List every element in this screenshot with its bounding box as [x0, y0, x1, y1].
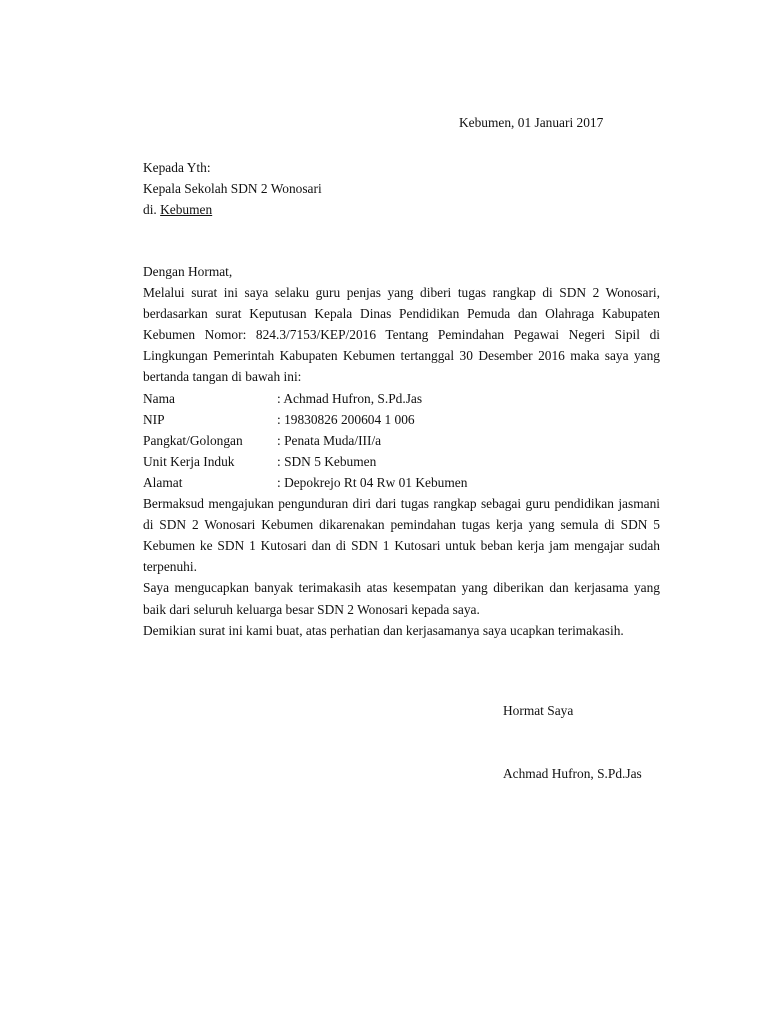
identity-value: : 19830826 200604 1 006 — [277, 411, 415, 427]
identity-row — [143, 430, 660, 451]
closing-paragraph: Demikian surat ini kami buat, atas perhatian dan kerjasamanya saya ucapkan terimakasih. — [143, 622, 624, 638]
identity-row — [143, 451, 660, 472]
recipient-location-place: Kebumen — [160, 202, 213, 217]
recipient-location — [143, 199, 322, 220]
thanks-paragraph: Saya mengucapkan banyak terimakasih atas kesempatan yang diberikan dan kerjasama yang baik dari seluruh keluarga besar SDN 2 Wonosari kepada saya. — [143, 580, 660, 617]
closing-salutation: Hormat Saya — [503, 703, 574, 718]
recipient-block — [143, 157, 322, 220]
recipient-salutation: Kepada Yth: — [143, 160, 211, 175]
identity-label: Pangkat/Golongan — [143, 432, 243, 448]
signer-name: Achmad Hufron, S.Pd.Jas — [503, 766, 642, 781]
identity-row — [143, 472, 660, 493]
greeting: Dengan Hormat, — [143, 264, 233, 279]
recipient-name: Kepala Sekolah SDN 2 Wonosari — [143, 181, 322, 196]
identity-label: Nama — [143, 390, 175, 406]
letter-body — [143, 261, 660, 641]
identity-value: : SDN 5 Kebumen — [277, 453, 377, 469]
letter-date: Kebumen, 01 Januari 2017 — [459, 115, 604, 130]
recipient-location-prefix: di. — [143, 202, 157, 217]
identity-label: Alamat — [143, 474, 183, 490]
identity-row — [143, 388, 660, 409]
identity-label: Unit Kerja Induk — [143, 453, 235, 469]
identity-value: : Depokrejo Rt 04 Rw 01 Kebumen — [277, 474, 468, 490]
identity-table — [143, 388, 660, 493]
intro-paragraph: Melalui surat ini saya selaku guru penjas yang diberi tugas rangkap di SDN 2 Wonosari, berdasarkan surat Keputusan Kepala Dinas Pendidikan Pemuda dan Olahraga Kabupaten Kebumen Nomor: 824.3/7153/KEP/2016 Tentang Pemindahan Pegawai Negeri Sipil di Lingkungan Pemerintah Kabupaten Kebumen tertanggal 30 Desember 2016 maka saya yang bertanda tangan di bawah ini: — [143, 285, 660, 385]
identity-label: NIP — [143, 411, 165, 427]
identity-value: : Achmad Hufron, S.Pd.Jas — [277, 390, 423, 406]
identity-value: : Penata Muda/III/a — [277, 432, 382, 448]
resignation-paragraph: Bermaksud mengajukan pengunduran diri dari tugas rangkap sebagai guru pendidikan jasmani di SDN 2 Wonosari Kebumen dikarenakan pemindahan tugas kerja yang semula di SDN 5 Kebumen ke SDN 1 Kutosari dan di SDN 1 Kutosari untuk beban kerja jam mengajar sudah terpenuhi. — [143, 496, 660, 575]
identity-row — [143, 409, 660, 430]
